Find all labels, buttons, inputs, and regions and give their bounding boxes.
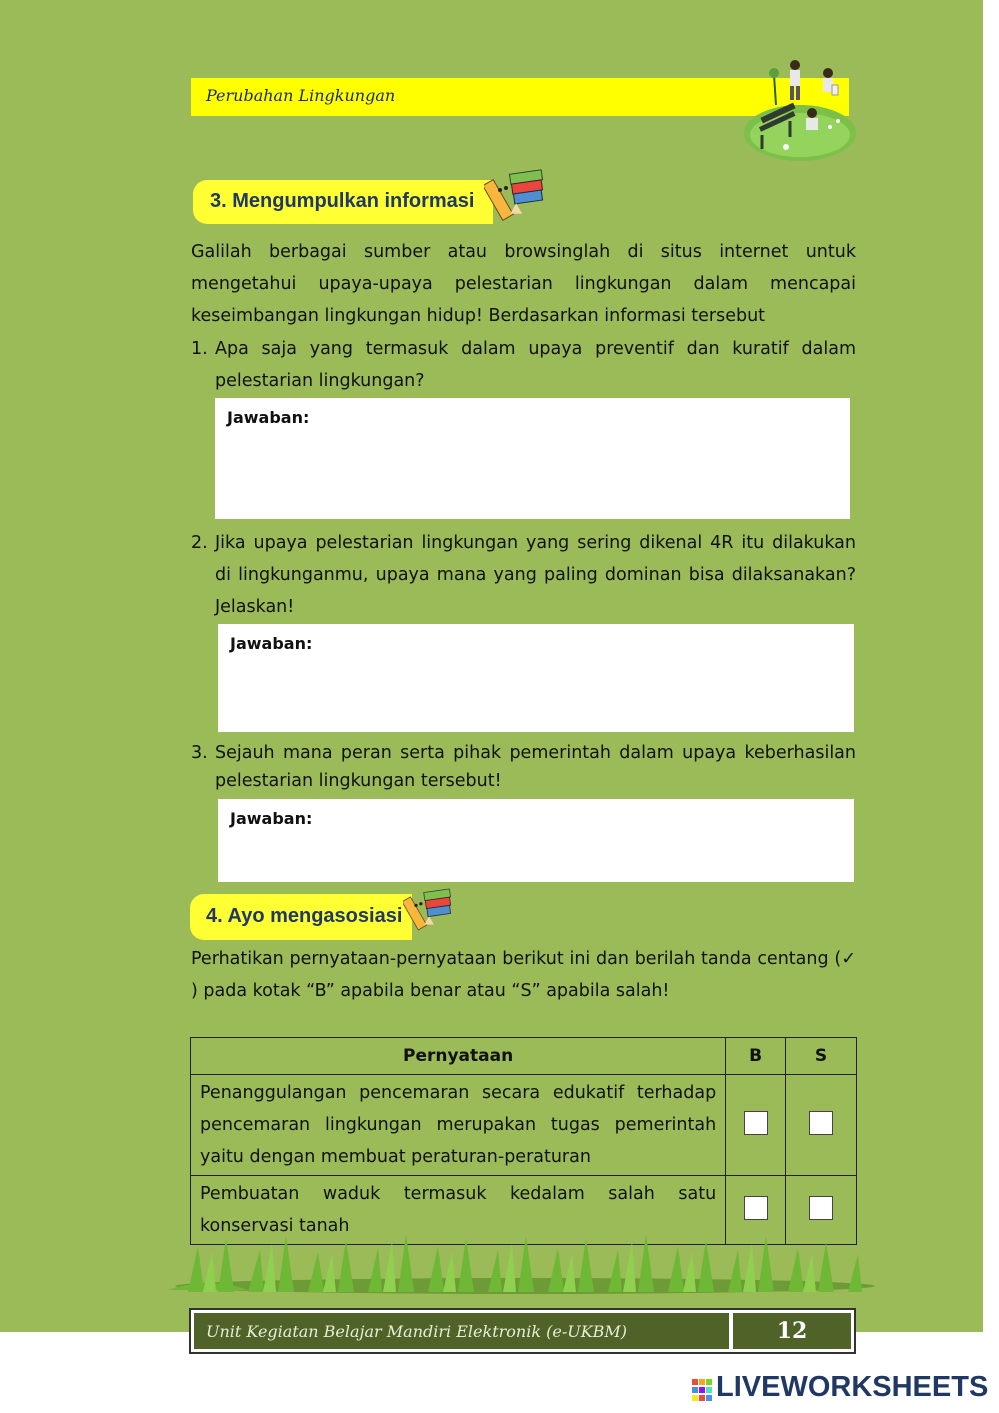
page-number: 12 — [776, 1318, 808, 1344]
answer-label: Jawaban: — [227, 408, 310, 427]
b-cell — [726, 1075, 786, 1176]
pencil-books-icon — [403, 882, 455, 940]
answer-box-3[interactable] — [218, 799, 854, 882]
liveworksheets-logo-icon — [692, 1376, 714, 1408]
section-4-heading: 4. Ayo mengasosiasi — [190, 894, 412, 940]
checkbox-b-1[interactable] — [744, 1111, 768, 1135]
header-title: Perubahan Lingkungan — [206, 86, 396, 105]
answer-box-2[interactable] — [218, 624, 854, 732]
statement-table — [190, 1037, 857, 1245]
footer-title: Unit Kegiatan Belajar Mandiri Elektronik (e-UKBM) — [206, 1322, 628, 1341]
column-header-statement: Pernyataan — [191, 1038, 726, 1075]
watermark-text: LIVEWORKSHEETS — [716, 1371, 989, 1403]
statement-cell: Pembuatan waduk termasuk kedalam salah satu konservasi tanah — [191, 1176, 726, 1245]
section-3-heading: 3. Mengumpulkan informasi — [193, 180, 493, 224]
footer — [189, 1308, 856, 1354]
answer-label: Jawaban: — [230, 634, 313, 653]
section-3-intro: Galilah berbagai sumber atau browsinglah di situs internet untuk mengetahui upaya-upaya pelestarian lingkungan dalam mencapai keseimbangan lingkungan hidup! Berdasarkan informasi tersebut — [191, 242, 856, 326]
park-cleanup-illustration — [740, 55, 860, 165]
table-header-row — [191, 1038, 857, 1075]
answer-box-1[interactable] — [215, 398, 850, 519]
table-row — [191, 1075, 857, 1176]
statement-cell: Penanggulangan pencemaran secara edukatif terhadap pencemaran lingkungan merupakan tugas pemerintah yaitu dengan membuat peraturan-peraturan — [191, 1075, 726, 1176]
footer-title-box — [194, 1313, 729, 1349]
s-cell — [786, 1075, 857, 1176]
question-3 — [191, 739, 856, 795]
checkbox-s-1[interactable] — [809, 1111, 833, 1135]
question-1 — [191, 333, 856, 397]
checkbox-b-2[interactable] — [744, 1196, 768, 1220]
section-4-intro: Perhatikan pernyataan-pernyataan berikut ini dan berilah tanda centang (✓ ) pada kotak “B” apabila benar atau “S” apabila salah! — [191, 949, 856, 1001]
answer-label: Jawaban: — [230, 809, 313, 828]
column-header-s: S — [786, 1038, 857, 1075]
column-header-b: B — [726, 1038, 786, 1075]
question-2 — [191, 527, 856, 623]
checkbox-s-2[interactable] — [809, 1196, 833, 1220]
grass-decoration — [168, 1232, 883, 1296]
question-text: Apa saja yang termasuk dalam upaya preventif dan kuratif dalam pelestarian lingkungan? — [215, 339, 856, 391]
question-text: Sejauh mana peran serta pihak pemerintah dalam upaya keberhasilan pelestarian lingkungan tersebut! — [215, 743, 856, 791]
question-number: 1. — [191, 339, 208, 359]
question-text: Jika upaya pelestarian lingkungan yang sering dikenal 4R itu dilakukan di lingkunganmu, upaya mana yang paling dominan bisa dilaksanakan? Jelaskan! — [215, 533, 856, 617]
pencil-books-icon — [484, 166, 548, 228]
footer-page-box — [733, 1313, 851, 1349]
question-number: 2. — [191, 533, 208, 553]
question-number: 3. — [191, 743, 208, 763]
